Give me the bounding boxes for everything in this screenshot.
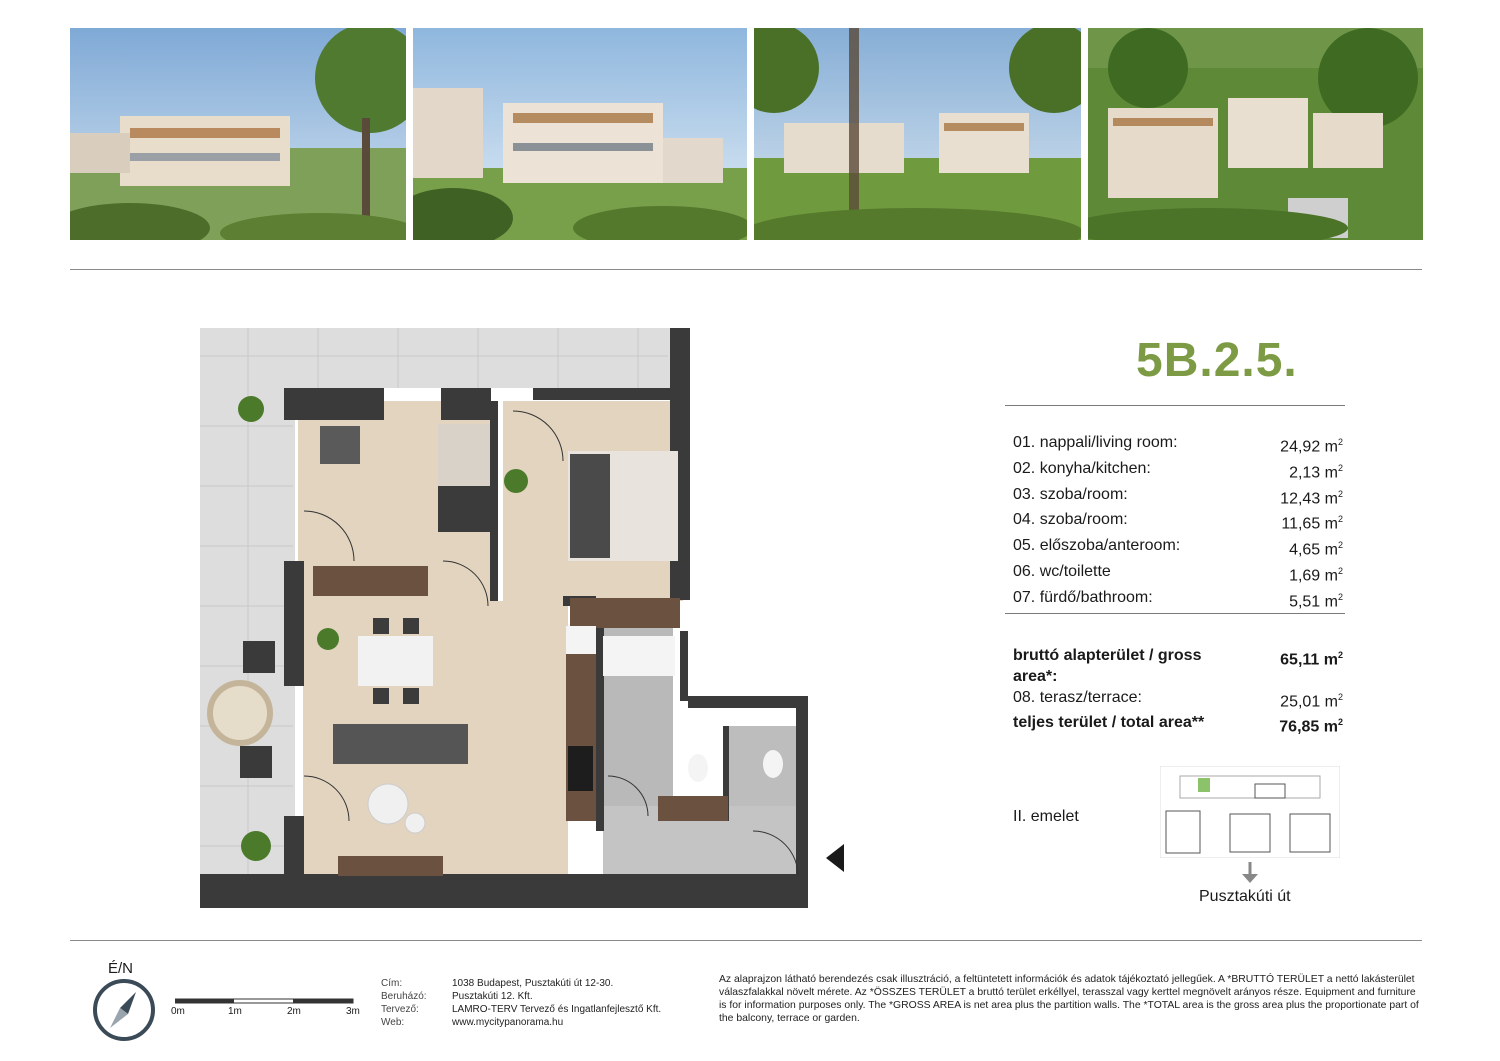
sink <box>566 626 596 654</box>
room-label: 03. szoba/room: <box>1013 485 1128 503</box>
total-area-value: 76,85 m <box>1279 718 1338 736</box>
unit-highlight <box>1198 778 1210 792</box>
address-value: 1038 Budapest, Pusztakúti út 12-30. <box>452 978 614 989</box>
gross-area-row: bruttó alapterület / gross area*: 65,11 $m^2$ <box>1013 647 1343 685</box>
room-row: 06. wc/toilette 1,69 $m^2$ <box>1013 561 1343 587</box>
room-row: 01. nappali/living room: 24,92 $m^2$ <box>1013 432 1343 458</box>
investor-key: Beruházó: <box>381 991 427 1002</box>
hall-cabinet <box>658 796 728 821</box>
room-area: 24,92 m <box>1280 438 1338 456</box>
designer-key: Tervező: <box>381 1004 419 1015</box>
plant <box>238 396 264 422</box>
room-area: 11,65 m <box>1281 515 1338 533</box>
info-divider-mid <box>1005 613 1345 614</box>
floor-label: II. emelet <box>1013 808 1079 825</box>
wc-toilet <box>763 750 783 778</box>
room-label: 06. wc/toilette <box>1013 563 1111 581</box>
room-row: 02. konyha/kitchen: 2,13 $m^2$ <box>1013 458 1343 484</box>
street-label: Pusztakúti út <box>1199 888 1291 905</box>
floor-plan <box>198 326 810 912</box>
armchair <box>320 426 360 464</box>
render-photo-3 <box>754 28 1081 240</box>
sofa <box>333 724 468 764</box>
room-label: 05. előszoba/anteroom: <box>1013 537 1181 555</box>
scale-bar <box>175 994 355 1020</box>
area-totals <box>1013 645 1343 738</box>
scale-tick-3: 3m <box>346 1006 360 1017</box>
room-label: 01. nappali/living room: <box>1013 434 1178 451</box>
unit-code: 5B.2.5. <box>1136 334 1298 387</box>
room-label: 07. fürdő/bathroom: <box>1013 588 1153 606</box>
top-divider <box>70 269 1422 270</box>
render-photo-4 <box>1088 28 1423 240</box>
wardrobe-2 <box>570 598 680 628</box>
room-list <box>1013 432 1343 613</box>
disclaimer: Az alaprajzon látható berendezés csak illusztráció, a feltüntetett információk és adatok tájékoztató jellegűek. A *BRUTTÓ TERÜLET a nettó lakásterület válaszfalakkal növelt mérete. Az *ÖSSZES TERÜLET a bruttó terület erkéllyel, terasszal vagy kerttel megnövelt arányos része. Equipment and furniture is for information purposes only. The *GROSS AREA is net area plus the partition walls. The *TOTAL area is the gross area plus the proportionate part of the balcony, terrace or garden. <box>719 974 1419 1024</box>
arrow-down-icon <box>1240 862 1260 889</box>
info-divider-top <box>1005 405 1345 406</box>
terrace-table <box>210 683 270 743</box>
room-label: 04. szoba/room: <box>1013 511 1128 529</box>
north-label: É/N <box>108 960 134 977</box>
scale-tick-1: 1m <box>228 1006 242 1017</box>
gross-area-label: bruttó alapterület / gross area*: <box>1013 647 1202 685</box>
web-key: Web: <box>381 1017 405 1028</box>
terrace-area-label: 08. terasz/terrace: <box>1013 689 1142 706</box>
gross-area-value: 65,11 m <box>1280 651 1338 669</box>
dining-table <box>358 636 433 686</box>
room-row: 03. szoba/room: 12,43 $m^2$ <box>1013 484 1343 510</box>
room-area: 5,51 m <box>1289 593 1338 611</box>
room-area: 2,13 m <box>1289 464 1338 482</box>
total-area-row: teljes terület / total area** 76,85 $m^2$ <box>1013 714 1343 736</box>
kitchen-counter <box>566 626 596 821</box>
web-link[interactable]: www.mycitypanorama.hu <box>452 1017 564 1028</box>
site-plan-map <box>1160 766 1340 858</box>
room-area: 12,43 m <box>1280 489 1338 507</box>
terrace-area-value: 25,01 m <box>1280 693 1338 711</box>
scale-tick-0: 0m <box>171 1006 185 1017</box>
terrace-area-row: 08. terasz/terrace: 25,01 $m^2$ <box>1013 689 1343 711</box>
compass-icon <box>92 978 156 1047</box>
room-area: 1,69 m <box>1289 567 1338 585</box>
room-row: 07. fürdő/bathroom: 5,51 $m^2$ <box>1013 587 1343 613</box>
designer-value: LAMRO-TERV Tervező és Ingatlanfejlesztő Kft. <box>452 1004 662 1015</box>
render-photo-2 <box>413 28 747 240</box>
coffee-table <box>368 784 408 824</box>
bottom-divider <box>70 940 1422 941</box>
toilet <box>688 754 708 782</box>
bathtub <box>603 636 675 676</box>
render-photo-1 <box>70 28 406 240</box>
scale-tick-2: 2m <box>287 1006 301 1017</box>
room-area: 4,65 m <box>1289 541 1338 559</box>
wardrobe <box>313 566 428 596</box>
tv-unit <box>338 856 443 876</box>
entrance-arrow-icon <box>826 844 844 872</box>
room-row: 04. szoba/room: 11,65 $m^2$ <box>1013 509 1343 535</box>
wc-floor <box>728 726 798 806</box>
room-label: 02. konyha/kitchen: <box>1013 459 1151 477</box>
address-key: Cím: <box>381 978 403 989</box>
total-area-label: teljes terület / total area** <box>1013 714 1205 732</box>
investor-value: Pusztakúti 12. Kft. <box>452 991 533 1002</box>
room-row: 05. előszoba/anteroom: 4,65 $m^2$ <box>1013 535 1343 561</box>
stove <box>568 746 593 791</box>
